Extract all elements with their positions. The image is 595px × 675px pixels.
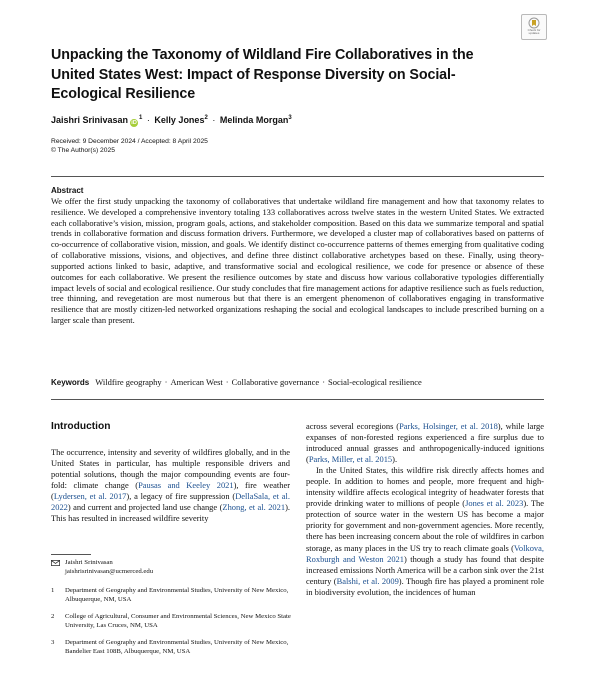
affiliation-text: College of Agricultural, Consumer and Environmental Sciences, New Mexico State University, Las Cruces, NM, USA: [65, 613, 291, 629]
text-run: ). This has resulted in increased wildfire severity: [51, 502, 290, 524]
affiliation-footnote: [51, 587, 296, 604]
paragraph: [306, 465, 544, 598]
citation-link[interactable]: Parks, Holsinger, et al. 2018: [399, 421, 498, 431]
affiliation-mark: 1: [139, 115, 143, 121]
keyword-separator: ·: [225, 377, 229, 387]
citation-link[interactable]: DellaSala, et al. 2022: [51, 491, 290, 513]
author-name: Kelly Jones: [154, 115, 205, 125]
text-run: In the United States, this wildfire risk directly affects homes and people. In addition to homes and people, more frequent and high-intensity wildfire affects ecological integrity of headwater forests that provide drinking water to millions of people (: [306, 465, 544, 509]
author-name: Melinda Morgan: [219, 115, 289, 125]
footnote-mark: 3: [51, 639, 55, 646]
text-run: ) though a study has found that despite increased emissions North America will be a carbon sink over the 21st century (: [306, 553, 544, 586]
paragraph: [51, 447, 290, 524]
citation-link[interactable]: Lydersen, et al. 2017: [53, 491, 127, 502]
citation-link[interactable]: Pausas and Keeley 2021: [138, 480, 234, 491]
text-run: ). Though fire has played a prominent role in biodiversity evolution, the incidences of human: [306, 575, 544, 597]
text-run: ).: [392, 454, 398, 465]
paragraph: [306, 421, 544, 465]
text-run: ) and current and projected land use change (: [67, 502, 223, 513]
section-heading-introduction: Introduction: [51, 421, 111, 432]
corresponding-author: [51, 559, 296, 576]
footnote-mark: 2: [51, 613, 55, 620]
author-separator: ·: [146, 115, 150, 125]
citation-link[interactable]: Parks, Miller, et al. 2015: [308, 454, 393, 465]
citation-link[interactable]: Jones et al. 2023: [465, 498, 524, 509]
keyword-separator: ·: [164, 377, 168, 387]
affiliation-text: Department of Geography and Environmental Studies, University of New Mexico, Bandelier East 108B, Albuquerque, NM, USA: [65, 639, 289, 655]
text-run: ). The protection of source water in the western US has become a major priority for government and non-government agencies. More recently, there has been increasing concern about the role of wildfires in carbon storage, as many places in the US try to reach climate goals (: [306, 498, 545, 553]
right-column-text: [306, 421, 544, 598]
article-dates: [51, 137, 208, 156]
text-run: ), a legacy of fire suppression (: [126, 491, 236, 502]
citation-link[interactable]: Zhong, et al. 2021: [222, 502, 286, 513]
received-accepted: Received: 9 December 2024 / Accepted: 8 April 2025: [51, 138, 208, 145]
author-separator: ·: [212, 115, 216, 125]
keyword: American West: [170, 377, 223, 387]
text-run: across several ecoregions (: [306, 421, 400, 431]
paper-title: Unpacking the Taxonomy of Wildland Fire Collaboratives in the United States West: Impact of Response Diversity on Social-Ecological Resilience: [51, 47, 474, 102]
contact-name: Jaishri Srinivasan: [65, 559, 113, 566]
keyword-separator: ·: [322, 377, 326, 387]
affiliation-text: Department of Geography and Environmental Studies, University of New Mexico, Albuquerque, NM, USA: [65, 587, 289, 603]
orcid-icon[interactable]: iD: [131, 120, 137, 126]
text-run: The occurrence, intensity and severity of wildfires globally, and in the United States in particular, has multiple responsible drivers and potential solutions, though the major compounding events are four-fold: climate change (: [51, 447, 290, 491]
envelope-icon: [51, 559, 61, 570]
check-for-updates-badge[interactable]: [521, 14, 547, 40]
affiliation-mark: 2: [204, 115, 208, 121]
citation-link[interactable]: Volkova, Roxburgh and Weston 2021: [306, 542, 544, 564]
footnote-mark: 1: [51, 587, 55, 594]
divider: [51, 176, 544, 177]
badge-label: Check for updates: [527, 28, 541, 35]
left-column-text: [51, 447, 290, 524]
affiliation-footnote: [51, 613, 296, 630]
divider: [51, 399, 544, 400]
abstract-text: We offer the first study unpacking the taxonomy of collaboratives that undertake wildland fire management and how that taxonomy relates to resilience. We developed a comprehensive inventory totaling 133 collaboratives across twelve states in the western United States. We extracted each collaborative’s vision, mission, program goals, actions, and stakeholder composition. Based on this data we summarize temporal and spatial trends in collaborative formation and discuss formation drivers. Furthermore, we developed a cluster map of collaboratives based on patterns of co-occurrence of collaborative vision, mission, and goals. We identify distinct co-occurrence patterns of themes emerging from qualitative coding of collaborative missions, visions, and objectives, and define three distinct collaborative archetypes based on these. Finally, using theory-supported actions linked to basic, adaptive, and transformative social and ecological resilience, we code for presence or absence of these outcomes for each collaborative. We present the resilience outcomes by state and discuss how various collaborative typologies differentially impact levels of social and ecological resilience. Our study concludes that fire management actions for adaptive resilience such as fuels reduction, tree thinning, and revegetation are most numerous but that there is an emergent phenomenon of collaboratives engaging in transformative resilience that are mostly citizen-led networked organizations reshaping the social and ecological landscapes to include prescribed burning on a larger scale than present.: [51, 196, 544, 325]
keyword: Wildfire geography: [95, 377, 162, 387]
affiliation-mark: 3: [288, 115, 292, 121]
keywords-heading: Keywords: [51, 378, 90, 387]
keyword: Collaborative governance: [231, 377, 320, 387]
keywords: [51, 377, 544, 388]
contact-email[interactable]: jaishrisrinivasan@ucmerced.edu: [65, 567, 154, 575]
keyword: Social-ecological resilience: [328, 377, 422, 387]
text-run: ), while large expanses of non-forested regions experienced a fire surplus due to introduced annual grasses and anthropogenically-induced ignitions (: [306, 421, 544, 465]
footnote-rule: [51, 554, 91, 555]
copyright: © The Author(s) 2025: [51, 147, 115, 155]
author-list: [51, 114, 292, 127]
text-run: ), fire weather (: [51, 480, 291, 502]
abstract-heading: Abstract: [51, 186, 84, 195]
affiliation-footnote: [51, 639, 296, 656]
citation-link[interactable]: Balshi, et al. 2009: [336, 575, 399, 586]
author-name: Jaishri Srinivasan: [51, 115, 129, 125]
